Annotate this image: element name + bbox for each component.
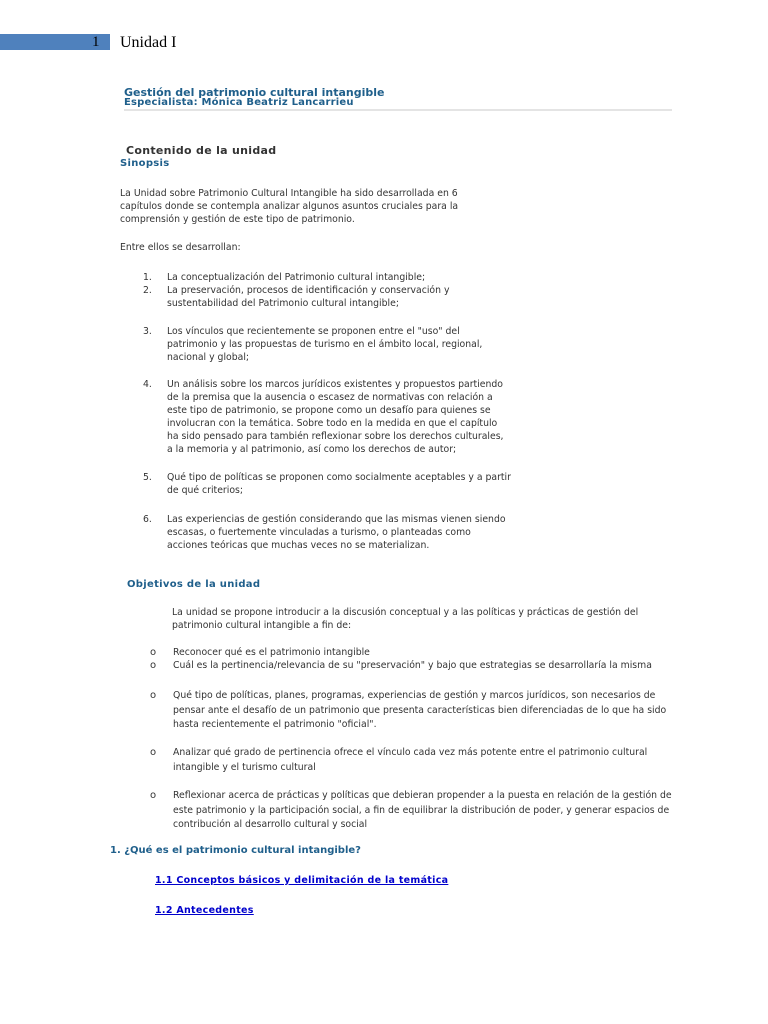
entre-ellos-text: Entre ellos se desarrollan:	[120, 242, 241, 253]
section-1-heading: 1. ¿Qué es el patrimonio cultural intangible?	[110, 845, 361, 856]
list-line: escasas, o fuertemente vinculadas a turismo, o planteadas como	[167, 527, 471, 538]
list-number: 3.	[143, 326, 152, 337]
document-title: Gestión del patrimonio cultural intangible	[124, 86, 385, 99]
unit-label: Unidad I	[120, 34, 177, 51]
objetivos-heading: Objetivos de la unidad	[127, 579, 261, 590]
list-number: 6.	[143, 514, 152, 525]
list-line: Los vínculos que recientemente se proponen entre el "uso" del	[167, 326, 460, 337]
list-line: nacional y global;	[167, 352, 250, 363]
list-line: de la premisa que la ausencia o escasez de normativas con relación a	[167, 392, 493, 403]
list-number: 5.	[143, 472, 152, 483]
list-line: de qué criterios;	[167, 485, 243, 496]
page-number: 1	[92, 34, 100, 50]
bullet-line: pensar ante el desafío de un patrimonio que presenta características bien diferenciadas de lo que ha sido	[173, 704, 667, 716]
bullet-line: Cuál es la pertinencia/relevancia de su "preservación" y bajo que estrategias se desarrollaría la misma	[173, 660, 652, 671]
list-number: 2.	[143, 285, 152, 296]
list-line: Un análisis sobre los marcos jurídicos existentes y propuestos partiendo	[167, 379, 503, 390]
list-line: La conceptualización del Patrimonio cultural intangible;	[167, 272, 426, 283]
bullet-line: este patrimonio y la participación social, a fin de equilibrar la distribución de poder, y generar espacios de	[173, 804, 670, 816]
list-line: Las experiencias de gestión considerando que las mismas vienen siendo	[167, 514, 506, 525]
contenido-heading: Contenido de la unidad	[126, 144, 277, 157]
bullet-line: hasta recientemente el patrimonio "oficial".	[173, 719, 377, 730]
specialist-line: Especialista: Mónica Beatriz Lancarrieu	[124, 97, 354, 108]
bullet-line: Reconocer qué es el patrimonio intangible	[173, 647, 370, 658]
list-line: este tipo de patrimonio, se propone como un desafío para quienes se	[167, 405, 491, 416]
sinopsis-heading: Sinopsis	[120, 158, 170, 169]
link-conceptos-basicos[interactable]: 1.1 Conceptos básicos y delimitación de la temática	[155, 875, 449, 886]
paragraph-line: capítulos donde se contempla analizar algunos asuntos cruciales para la	[120, 201, 459, 212]
bullet-circle-icon: o	[150, 647, 157, 658]
bullet-line: Reflexionar acerca de prácticas y políticas que debieran propender a la puesta en relación de la gestión de	[173, 790, 672, 801]
title-divider	[124, 109, 672, 111]
list-line: patrimonio y las propuestas de turismo en el ámbito local, regional,	[167, 339, 483, 350]
list-line: acciones teóricas que muchas veces no se materializan.	[167, 540, 430, 551]
bullet-line: Qué tipo de políticas, planes, programas, experiencias de gestión y marcos jurídicos, son necesarios de	[173, 690, 656, 701]
objetivos-intro	[172, 606, 732, 632]
bullet-line: contribución al desarrollo cultural y social	[173, 819, 368, 830]
sinopsis-paragraph	[120, 187, 520, 226]
bullet-line: Analizar qué grado de pertinencia ofrece el vínculo cada vez más potente entre el patrimonio cultural	[173, 747, 648, 758]
bullet-circle-icon: o	[150, 790, 157, 801]
bullet-circle-icon: o	[150, 690, 157, 701]
paragraph-line: patrimonio cultural intangible a fin de:	[172, 620, 352, 631]
list-line: sustentabilidad del Patrimonio cultural intangible;	[167, 298, 399, 309]
paragraph-line: comprensión y gestión de este tipo de patrimonio.	[120, 214, 355, 225]
paragraph-line: La Unidad sobre Patrimonio Cultural Intangible ha sido desarrollada en 6	[120, 188, 458, 199]
bullet-line: intangible y el turismo cultural	[173, 761, 316, 773]
list-line: Qué tipo de políticas se proponen como socialmente aceptables y a partir	[167, 472, 511, 483]
list-line: a la memoria y al patrimonio, así como los derechos de autor;	[167, 444, 457, 455]
list-line: ha sido pensado para también reflexionar sobre los derechos culturales,	[167, 431, 504, 442]
list-number: 1.	[143, 272, 152, 283]
paragraph-line: La unidad se propone introducir a la discusión conceptual y a las políticas y prácticas de gestión del	[172, 607, 639, 618]
list-line: involucran con la temática. Sobre todo en la medida en que el capítulo	[167, 418, 498, 429]
bullet-circle-icon: o	[150, 660, 157, 671]
link-antecedentes[interactable]: 1.2 Antecedentes	[155, 905, 254, 916]
list-line: La preservación, procesos de identificación y conservación y	[167, 285, 450, 296]
list-number: 4.	[143, 379, 152, 390]
bullet-circle-icon: o	[150, 747, 157, 758]
